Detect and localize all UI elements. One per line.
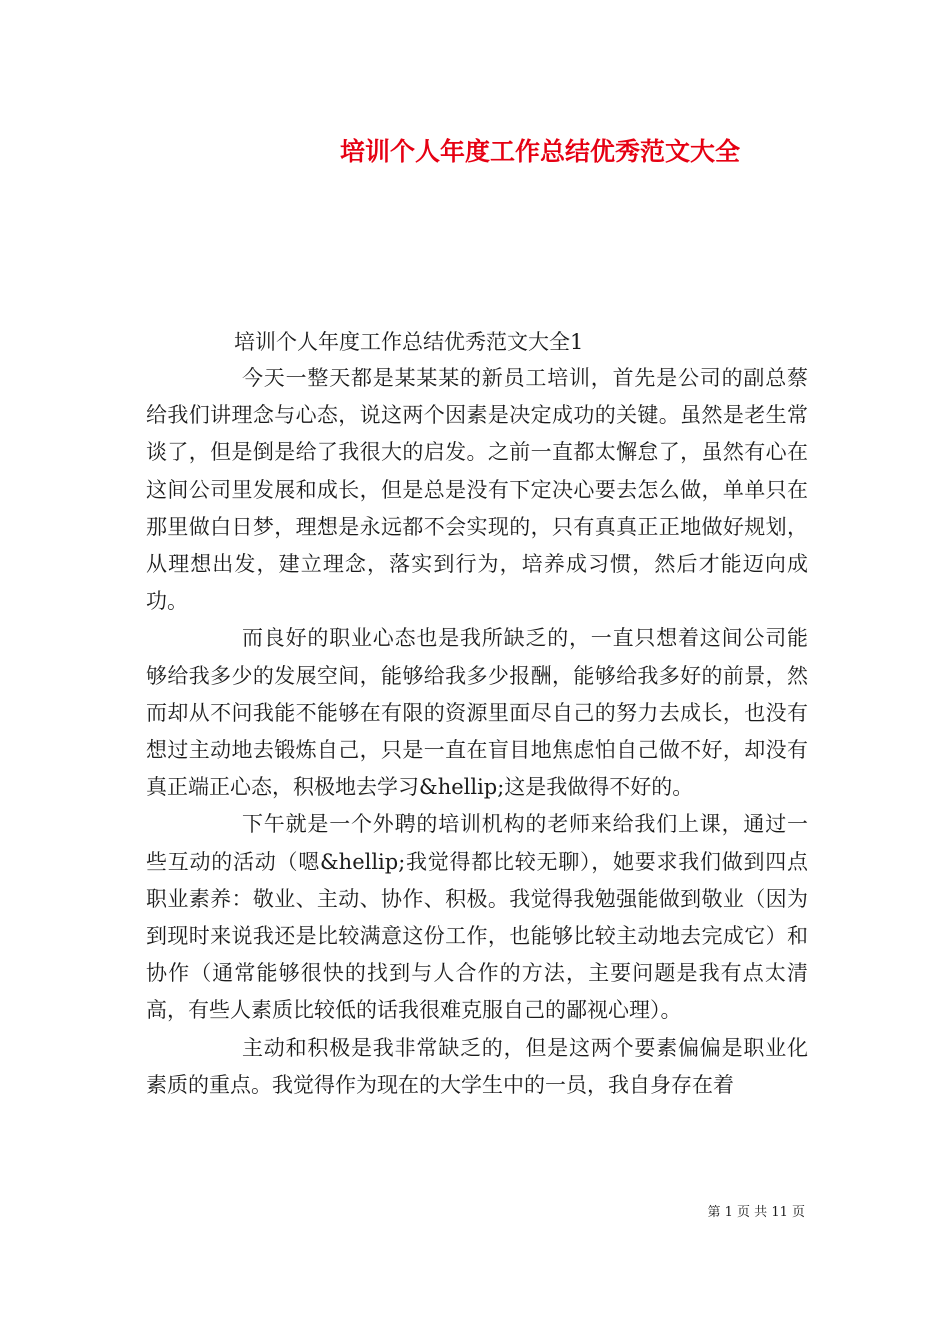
document-title: 培训个人年度工作总结优秀范文大全: [339, 137, 740, 166]
page-number-footer: 第 1 页 共 11 页: [707, 1205, 805, 1220]
paragraph-4: 主动和积极是我非常缺乏的，但是这两个要素偏偏是职业化素质的重点。我觉得作为现在的大学生中的一员，我自身存在着: [146, 1035, 808, 1097]
paragraph-1: 今天一整天都是某某某的新员工培训，首先是公司的副总蔡给我们讲理念与心态，说这两个因素是决定成功的关键。虽然是老生常谈了，但是倒是给了我很大的启发。之前一直都太懈怠了，虽然有心在这间公司里发展和成长，但是总是没有下定决心要去怎么做，单单只在那里做白日梦，理想是永远都不会实现的，只有真真正正地做好规划，从理想出发，建立理念，落实到行为，培养成习惯，然后才能迈向成功。: [146, 366, 808, 614]
paragraph-3: 下午就是一个外聘的培训机构的老师来给我们上课，通过一些互动的活动（嗯&hellip;我觉得都比较无聊），她要求我们做到四点职业素养：敬业、主动、协作、积极。我觉得我勉强能做到敬业（因为到现时来说我还是比较满意这份工作，也能够比较主动地去完成它）和协作（通常能够很快的找到与人合作的方法，主要问题是我有点太清高，有些人素质比较低的话我很难克服自己的鄙视心理）。: [146, 812, 808, 1023]
document-body: [146, 360, 808, 1104]
paragraph-2: 而良好的职业心态也是我所缺乏的，一直只想着这间公司能够给我多少的发展空间，能够给我多少报酬，能够给我多好的前景，然而却从不问我能不能够在有限的资源里面尽自己的努力去成长，也没有想过主动地去锻炼自己，只是一直在盲目地焦虑怕自己做不好，却没有真正端正心态，积极地去学习&hellip;这是我做得不好的。: [146, 626, 808, 800]
section-heading: 培训个人年度工作总结优秀范文大全1: [234, 330, 584, 354]
